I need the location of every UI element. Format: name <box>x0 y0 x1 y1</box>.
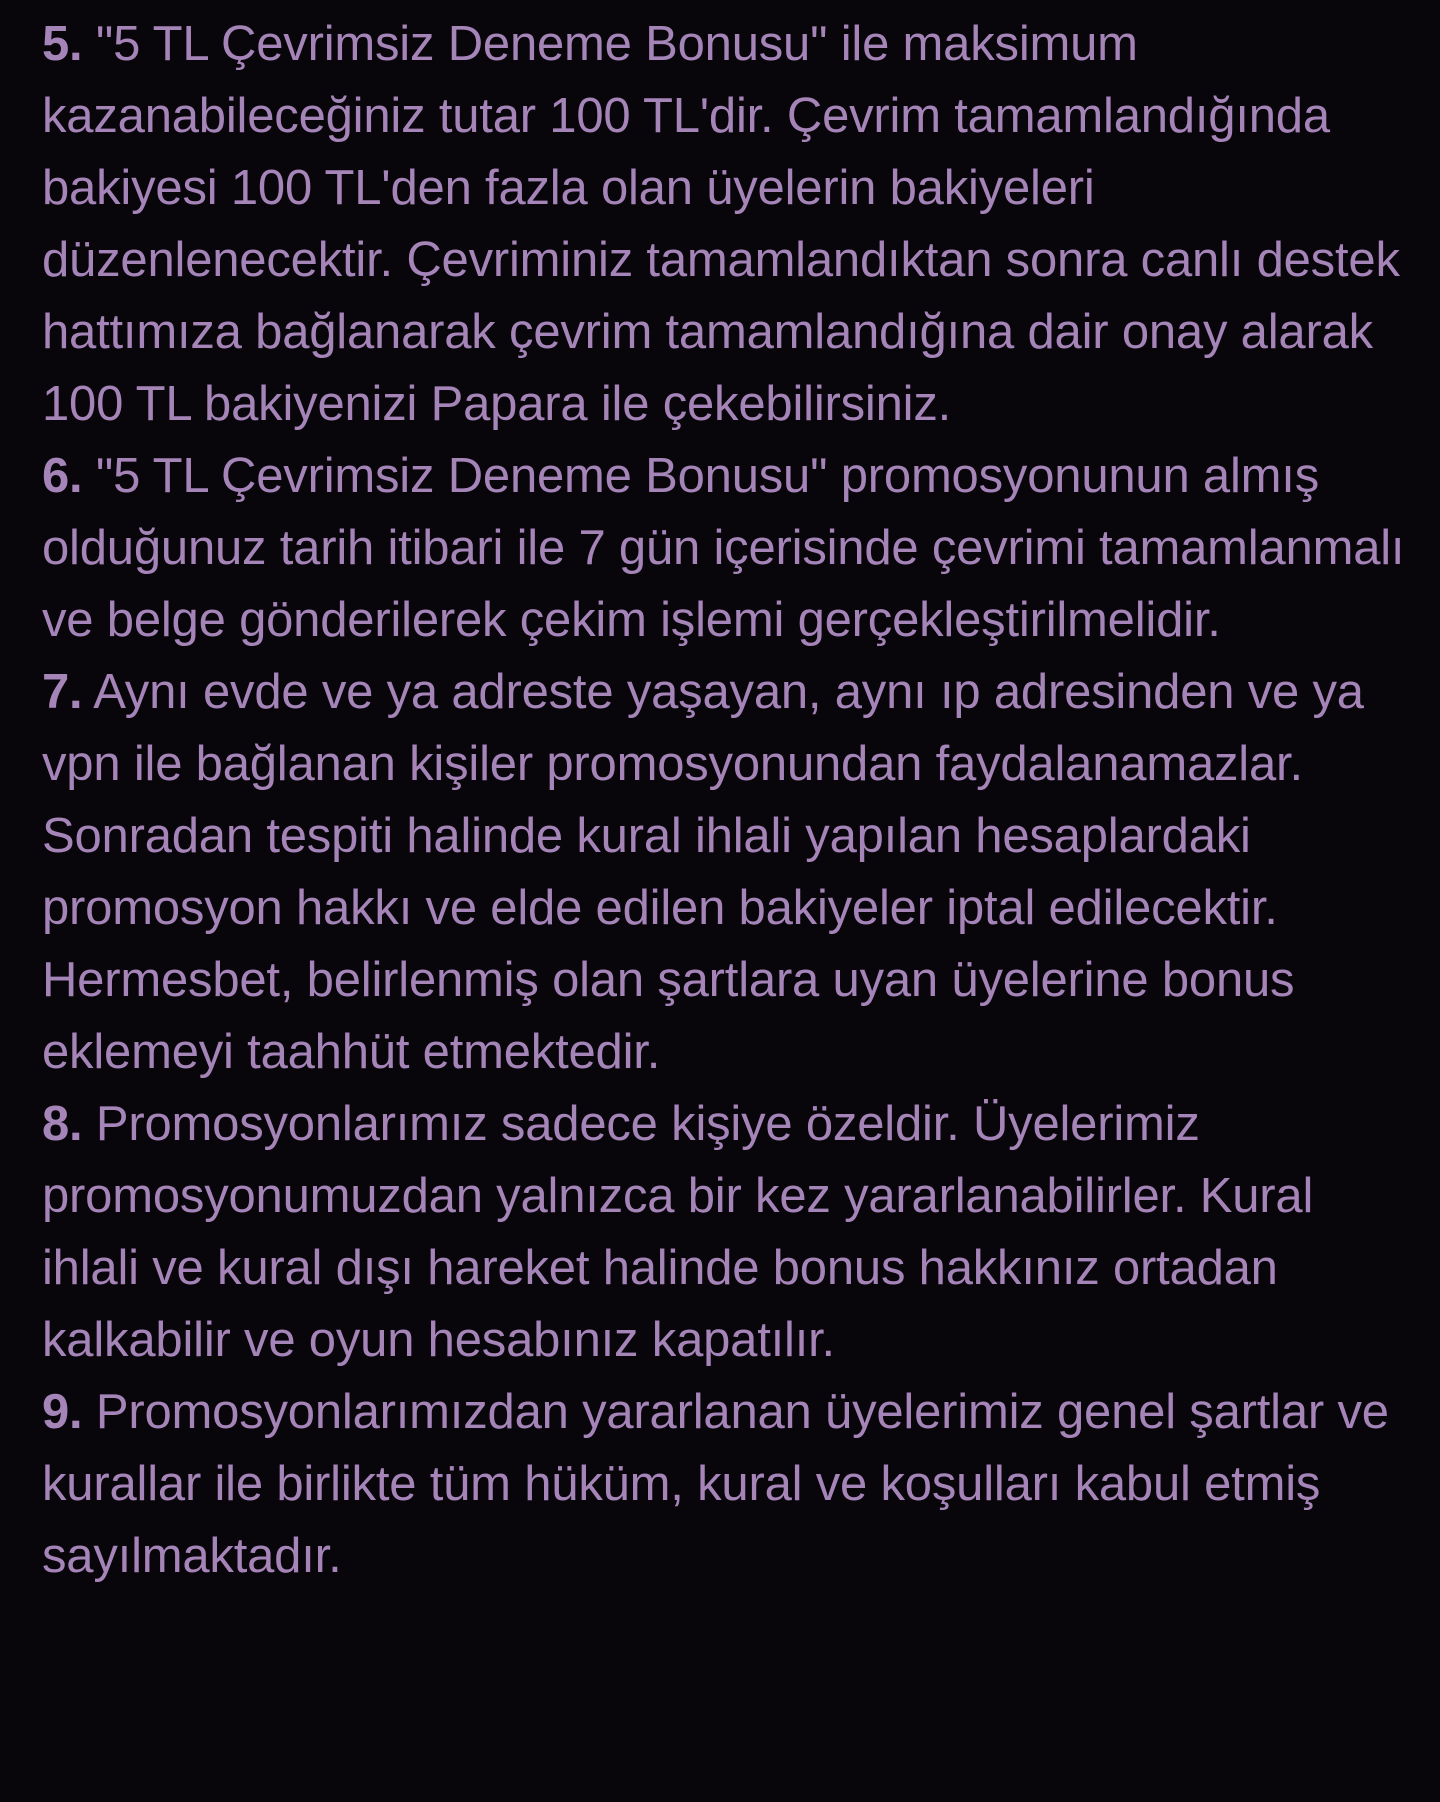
rule-text: Aynı evde ve ya adreste yaşayan, aynı ıp adresinden ve ya vpn ile bağlanan kişiler promosyonundan faydalanamazlar. Sonradan tespiti halinde kural ihlali yapılan hesaplardaki promosyon hakkı ve elde edilen bakiyeler iptal edilecektir. Hermesbet, belirlenmiş olan şartlara uyan üyelerine bonus eklemeyi taahhüt etmektedir. <box>42 665 1364 1079</box>
rule-text: Promosyonlarımız sadece kişiye özeldir. Üyelerimiz promosyonumuzdan yalnızca bir kez yararlanabilirler. Kural ihlali ve kural dışı hareket halinde bonus hakkınız ortadan kalkabilir ve oyun hesabınız kapatılır. <box>42 1097 1314 1367</box>
rule-item-8 <box>42 1088 1414 1376</box>
rule-number: 9. <box>42 1385 83 1439</box>
rule-text: Promosyonlarımızdan yararlanan üyelerimiz genel şartlar ve kurallar ile birlikte tüm hüküm, kural ve koşulları kabul etmiş sayılmaktadır. <box>42 1385 1389 1583</box>
rule-item-7 <box>42 656 1414 1088</box>
rule-number: 7. <box>42 665 83 719</box>
rule-item-9 <box>42 1376 1414 1592</box>
rules-list <box>42 8 1414 1592</box>
rule-number: 5. <box>42 17 83 71</box>
rule-text: "5 TL Çevrimsiz Deneme Bonusu" ile maksimum kazanabileceğiniz tutar 100 TL'dir. Çevrim tamamlandığında bakiyesi 100 TL'den fazla olan üyelerin bakiyeleri düzenlenecektir. Çevriminiz tamamlandıktan sonra canlı destek hattımıza bağlanarak çevrim tamamlandığına dair onay alarak 100 TL bakiyenizi Papara ile çekebilirsiniz. <box>42 17 1400 431</box>
rule-number: 8. <box>42 1097 83 1151</box>
rule-number: 6. <box>42 449 83 503</box>
rule-item-6 <box>42 440 1414 656</box>
rule-text: "5 TL Çevrimsiz Deneme Bonusu" promosyonunun almış olduğunuz tarih itibari ile 7 gün içerisinde çevrimi tamamlanmalı ve belge gönderilerek çekim işlemi gerçekleştirilmelidir. <box>42 449 1405 647</box>
rule-item-5 <box>42 8 1414 440</box>
